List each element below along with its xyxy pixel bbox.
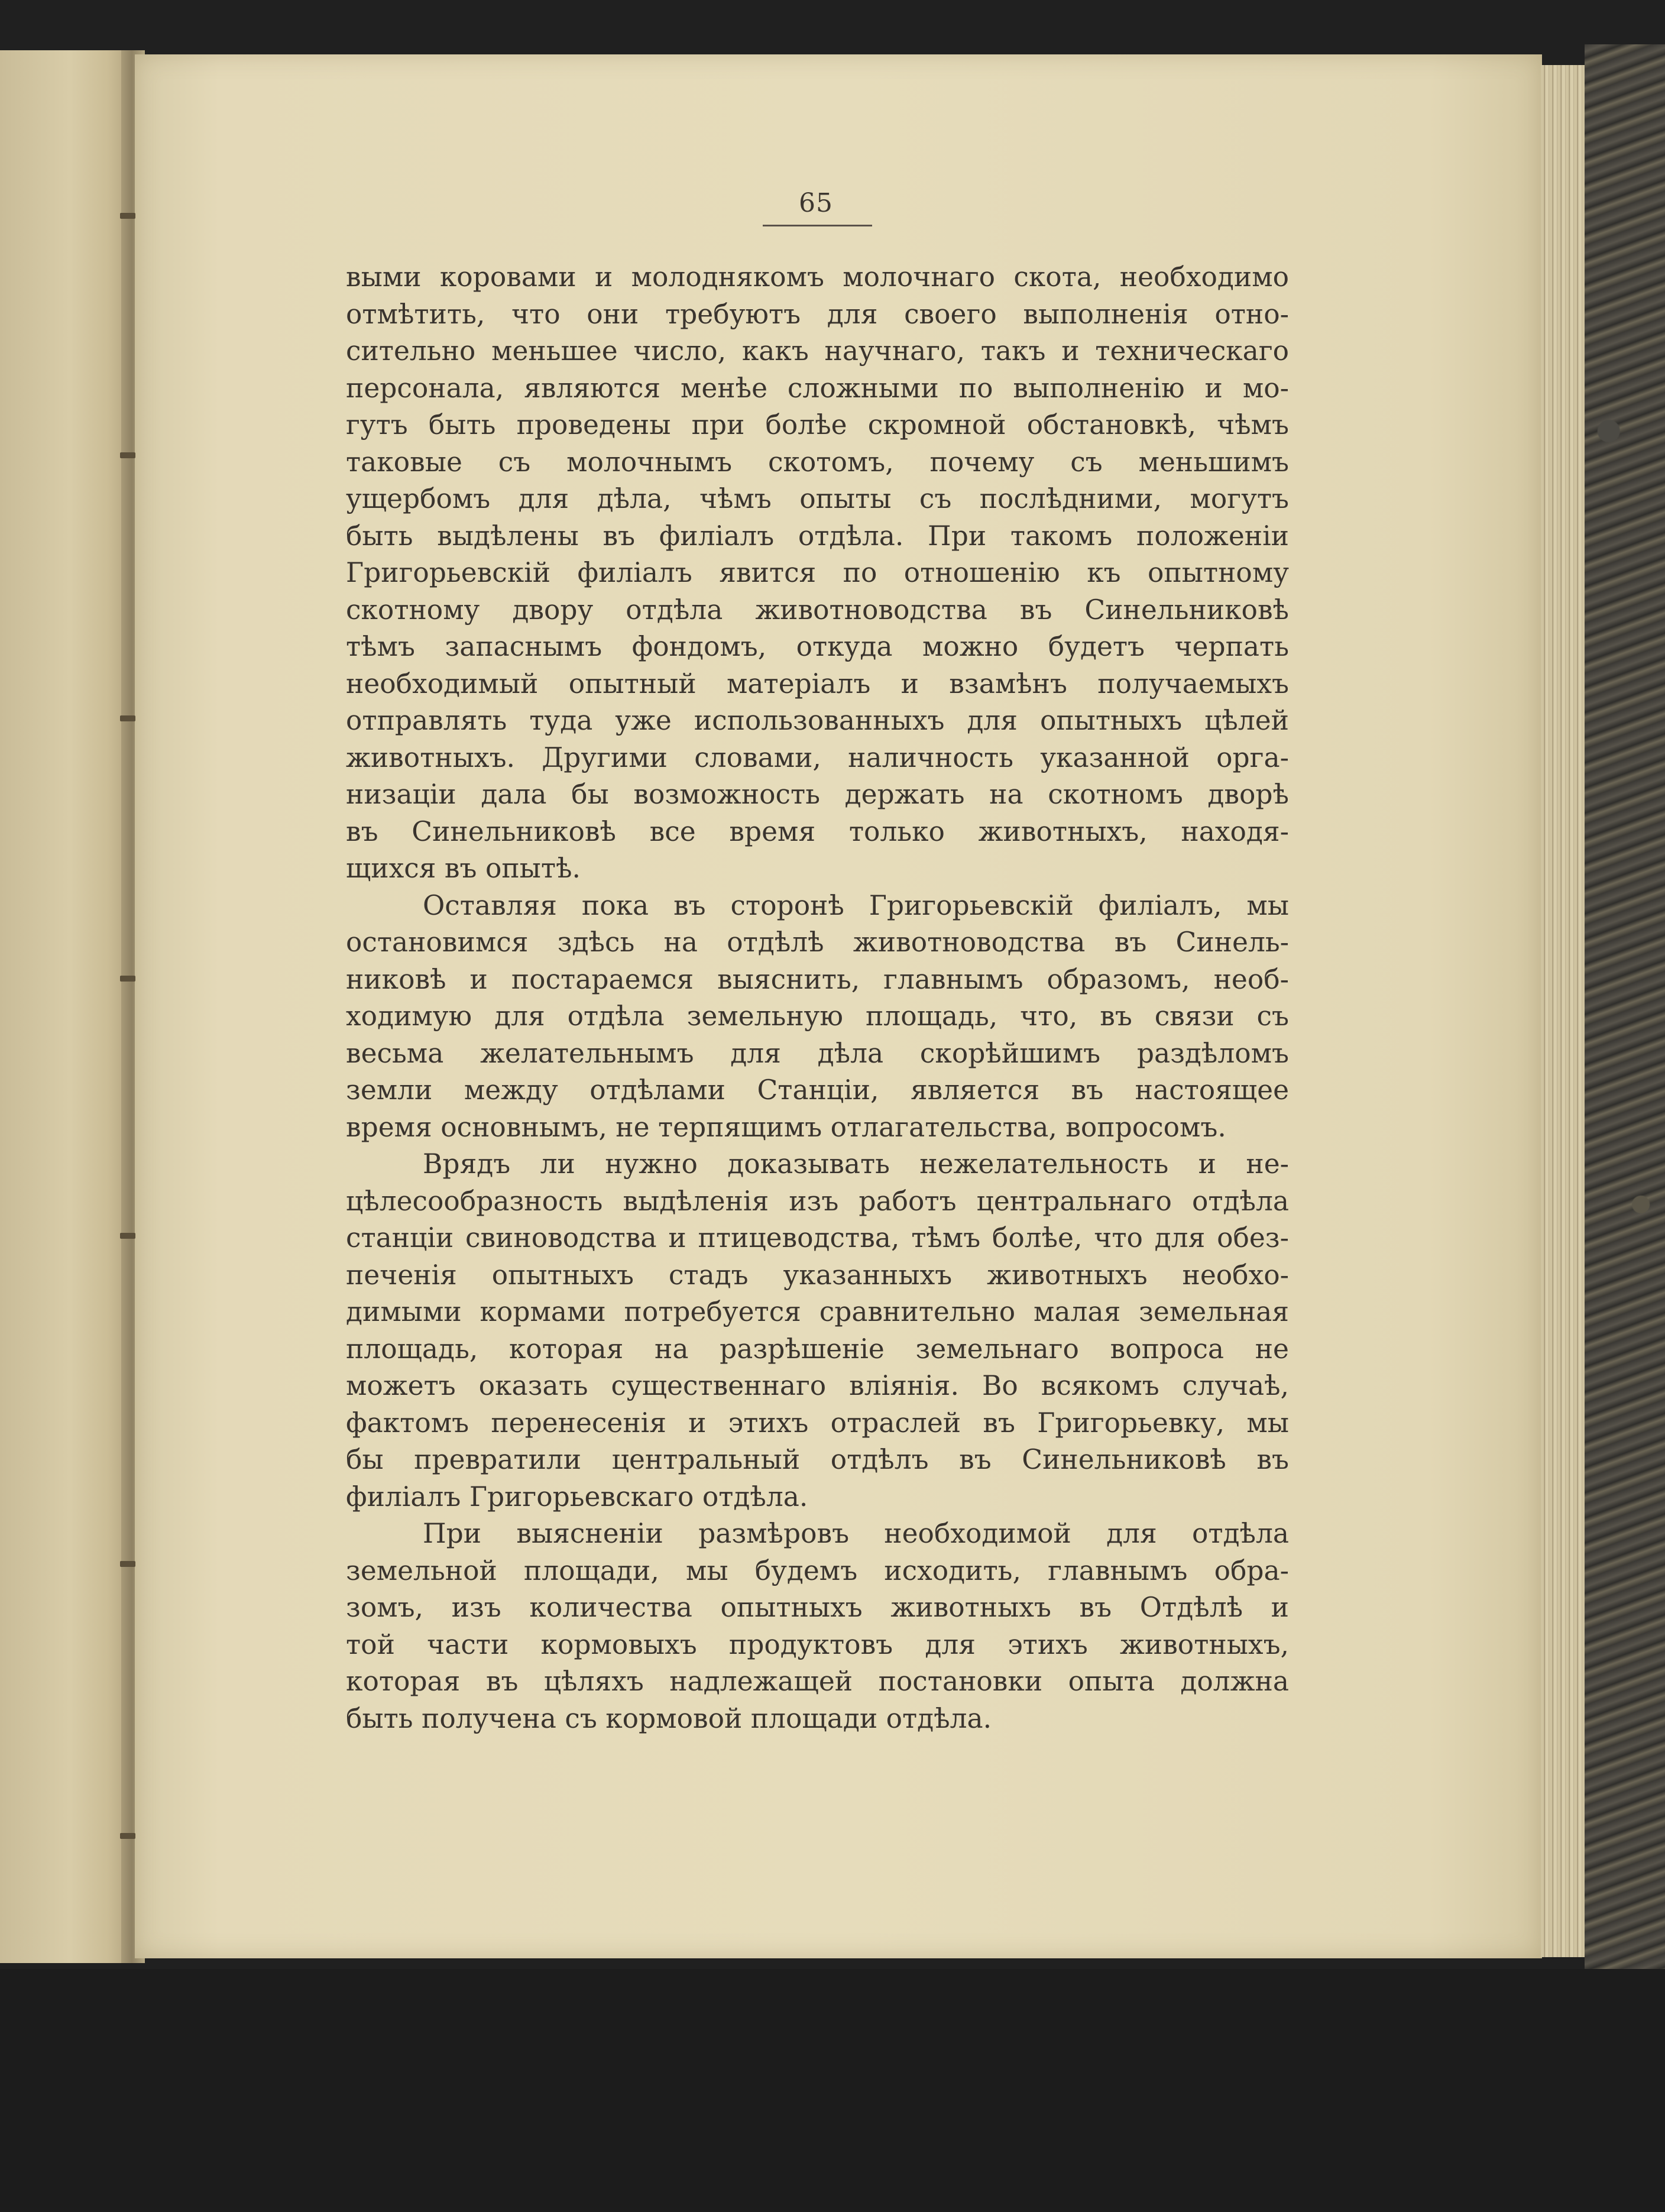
text-line: печенія опытныхъ стадъ указанныхъ животныхъ необхо-	[346, 1259, 1289, 1291]
text-line: димыми кормами потребуется сравнительно малая земельная	[346, 1296, 1289, 1327]
page-number-rule	[763, 225, 872, 226]
text-line: земельной площади, мы будемъ исходить, главнымъ обра-	[346, 1554, 1289, 1586]
text-line: щихся въ опытѣ.	[346, 853, 581, 884]
text-line: таковые съ молочнымъ скотомъ, почему съ меньшимъ	[346, 446, 1289, 478]
text-line: филіалъ Григорьевскаго отдѣла.	[346, 1481, 808, 1513]
binding-stitch	[120, 1233, 135, 1239]
text-line: необходимый опытный матеріалъ и взамѣнъ получаемыхъ	[346, 668, 1289, 699]
text-line: Григорьевскій филіалъ явится по отношенію къ опытному	[346, 557, 1289, 588]
text-line: можетъ оказать существеннаго вліянія. Во всякомъ случаѣ,	[346, 1370, 1289, 1401]
text-line: При выясненіи размѣровъ необходимой для отдѣла	[423, 1518, 1289, 1549]
text-line: скотному двору отдѣла животноводства въ Синельниковѣ	[346, 594, 1289, 626]
text-line: фактомъ перенесенія и этихъ отраслей въ Григорьевку, мы	[346, 1407, 1289, 1439]
binding-stitch	[120, 715, 135, 721]
scan-background	[0, 1969, 1665, 2212]
text-line: Оставляя пока въ сторонѣ Григорьевскій филіалъ, мы	[423, 889, 1289, 921]
text-line: зомъ, изъ количества опытныхъ животныхъ въ Отдѣлѣ и	[346, 1592, 1289, 1623]
text-line: ущербомъ для дѣла, чѣмъ опыты съ послѣдними, могутъ	[346, 483, 1289, 514]
text-line: выми коровами и молоднякомъ молочнаго скота, необходимо	[346, 261, 1289, 293]
binding-stitch	[120, 1833, 135, 1839]
text-line: которая въ цѣляхъ надлежащей постановки опыта должна	[346, 1666, 1289, 1697]
text-line: Врядъ ли нужно доказывать нежелательность и не-	[423, 1148, 1289, 1180]
text-line: персонала, являются менѣе сложными по выполненію и мо-	[346, 372, 1289, 404]
body-text	[346, 259, 1289, 1737]
page-edges-stack	[1541, 65, 1588, 1957]
page-number: 65	[799, 188, 833, 218]
text-line: никовѣ и постараемся выяснить, главнымъ образомъ, необ-	[346, 963, 1289, 995]
text-line: станціи свиноводства и птицеводства, тѣмъ болѣе, что для обез-	[346, 1222, 1289, 1254]
left-page-edge	[0, 50, 127, 1963]
text-line: гутъ быть проведены при болѣе скромной обстановкѣ, чѣмъ	[346, 409, 1289, 441]
text-line: животныхъ. Другими словами, наличность указанной орга-	[346, 741, 1289, 773]
text-line: ходимую для отдѣла земельную площадь, что, въ связи съ	[346, 1000, 1289, 1032]
binding-stitch	[120, 976, 135, 982]
text-line: цѣлесообразность выдѣленія изъ работъ центральнаго отдѣла	[346, 1185, 1289, 1217]
binding-stitch	[120, 452, 135, 458]
text-line: быть выдѣлены въ филіалъ отдѣла. При такомъ положеніи	[346, 520, 1289, 552]
text-line: сительно меньшее число, какъ научнаго, такъ и техническаго	[346, 335, 1289, 367]
binding-stitch	[120, 213, 135, 219]
text-line: отмѣтить, что они требуютъ для своего выполненія отно-	[346, 298, 1289, 330]
text-line: бы превратили центральный отдѣлъ въ Синельниковѣ въ	[346, 1444, 1289, 1475]
text-line: тѣмъ запаснымъ фондомъ, откуда можно будетъ черпать	[346, 631, 1289, 662]
text-line: низаціи дала бы возможность держать на скотномъ дворѣ	[346, 779, 1289, 810]
marbled-cover	[1585, 44, 1665, 1978]
text-line: площадь, которая на разрѣшеніе земельнаго вопроса не	[346, 1333, 1289, 1365]
text-line: въ Синельниковѣ все время только животныхъ, находя-	[346, 815, 1289, 847]
text-line: остановимся здѣсь на отдѣлѣ животноводства въ Синель-	[346, 927, 1289, 958]
text-line: весьма желательнымъ для дѣла скорѣйшимъ раздѣломъ	[346, 1037, 1289, 1069]
binding-stitch	[120, 1561, 135, 1567]
text-line: отправлять туда уже использованныхъ для опытныхъ цѣлей	[346, 705, 1289, 736]
text-line: быть получена съ кормовой площади отдѣла.	[346, 1702, 992, 1734]
text-line: той части кормовыхъ продуктовъ для этихъ животныхъ,	[346, 1628, 1289, 1660]
text-line: время основнымъ, не терпящимъ отлагательства, вопросомъ.	[346, 1111, 1226, 1143]
text-line: земли между отдѣлами Станціи, является въ настоящее	[346, 1074, 1289, 1106]
